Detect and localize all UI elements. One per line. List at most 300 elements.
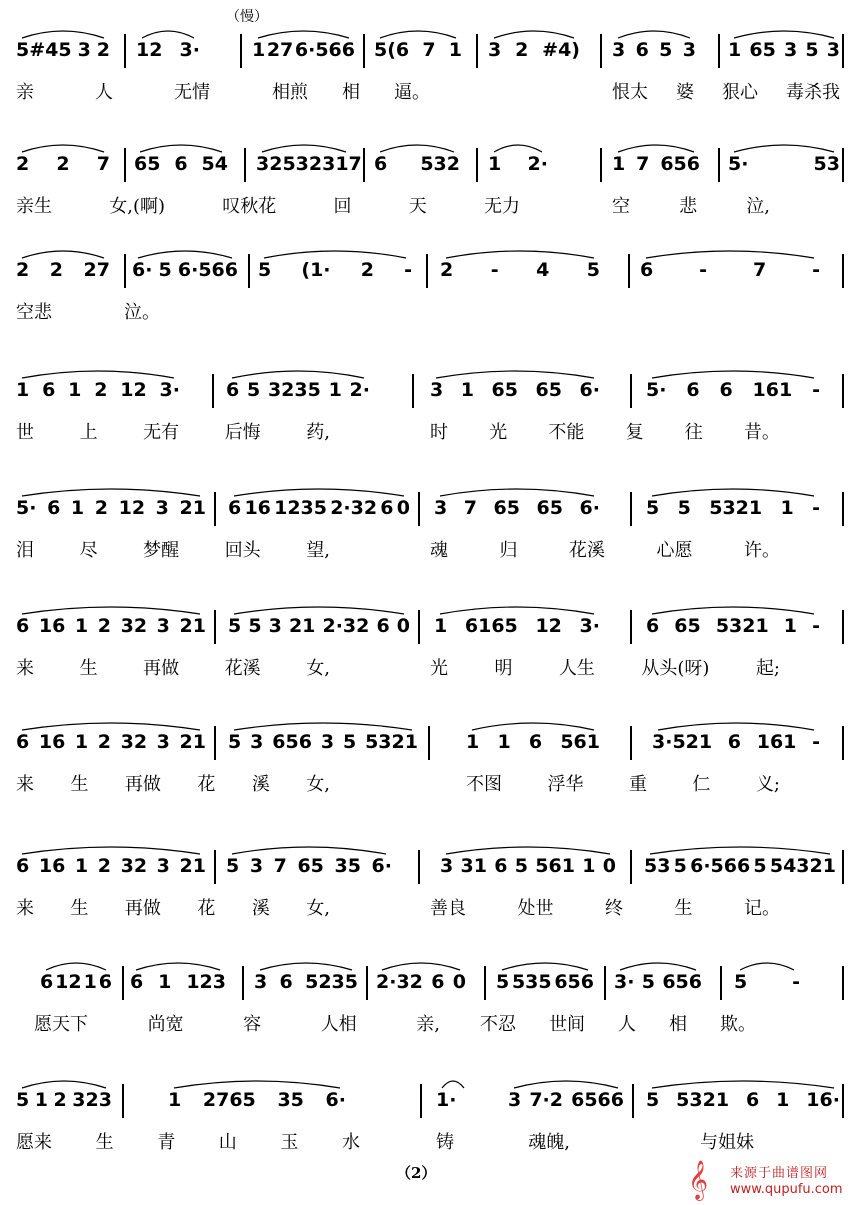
note-group: 5: [16, 1089, 30, 1111]
lyric-word: 与姐妹: [700, 1132, 754, 1153]
lyric-word: 尽: [79, 540, 98, 561]
lyric-word: 生: [79, 658, 98, 679]
lyric-word: 起;: [755, 658, 780, 679]
note-group: 2: [96, 39, 110, 61]
lyric-word: 昔。: [743, 422, 780, 443]
note-group: 6566: [571, 1089, 624, 1111]
note-group: 53: [813, 153, 840, 175]
note-group: 2: [53, 1089, 67, 1111]
lyric-word: 人: [95, 82, 113, 103]
note-group: 3: [440, 855, 454, 877]
measure-notes: [228, 606, 410, 646]
note-group: 2: [94, 379, 108, 401]
note-group: 3: [434, 497, 448, 519]
treble-clef-icon: 𝄞: [688, 1160, 709, 1200]
note-group: 1: [34, 1089, 48, 1111]
note-group: 3: [612, 39, 626, 61]
note-group: 6: [98, 971, 112, 993]
note-group: 5: [496, 971, 510, 993]
measure-notes: [16, 722, 206, 762]
note-group: -: [812, 497, 820, 519]
lyric-word: 许。: [744, 540, 780, 561]
lyric-word: 青: [157, 1132, 176, 1153]
note-group: 0: [396, 497, 410, 519]
note-group: 5: [805, 39, 819, 61]
note-group: 31: [460, 855, 487, 877]
barline: [842, 1084, 844, 1118]
note-group: 5: [246, 379, 261, 401]
note-group: 5: [673, 855, 687, 877]
barline: [124, 34, 126, 68]
barline: [214, 850, 216, 884]
lyrics-line: [0, 78, 854, 106]
lyrics-line: [0, 536, 854, 564]
measure-notes: [168, 1080, 346, 1120]
note-group: 32: [120, 731, 148, 753]
score-system: [0, 846, 854, 930]
measure-notes: [430, 370, 600, 410]
lyric-word: 天: [408, 196, 427, 217]
note-group: 6: [528, 731, 543, 753]
note-group: 7: [96, 153, 110, 175]
note-group: 7·2: [529, 1089, 563, 1111]
lyric-word: 女,: [306, 774, 330, 795]
note-group: 6·566: [294, 39, 355, 61]
score-system: [0, 606, 854, 690]
notation-line: [0, 1080, 854, 1120]
lyric-phrase: [16, 536, 330, 562]
barline: [842, 374, 844, 408]
note-group: 3·: [179, 39, 200, 61]
note-group: 561: [560, 731, 600, 753]
note-group: 2: [97, 855, 111, 877]
note-group: 5: [586, 259, 600, 281]
lyric-word: 女,: [306, 898, 330, 919]
lyric-phrase: [430, 894, 780, 920]
lyrics-line: [0, 1128, 854, 1156]
note-group: 5: [514, 855, 528, 877]
note-group: 6·566: [177, 259, 238, 281]
barline: [842, 148, 844, 182]
measure-notes: [612, 144, 700, 184]
note-group: 1·: [436, 1089, 457, 1111]
lyric-word: 处世: [517, 898, 554, 919]
note-group: 6: [226, 379, 240, 401]
note-group: 1235: [274, 497, 327, 519]
measure-notes: [16, 370, 180, 410]
note-group: 6: [646, 615, 660, 637]
barline: [428, 726, 430, 760]
note-group: 7: [752, 259, 767, 281]
barline: [212, 374, 214, 408]
note-group: 1: [70, 497, 85, 519]
measure-notes: [16, 488, 206, 528]
barline: [842, 850, 844, 884]
lyric-word: 愿天下: [34, 1014, 88, 1035]
note-group: 6: [727, 731, 742, 753]
lyric-word: 逼。: [394, 82, 430, 103]
note-group: 3: [682, 39, 696, 61]
note-group: 1: [74, 615, 89, 637]
lyric-word: 再做: [124, 774, 161, 795]
note-group: 3: [268, 615, 282, 637]
note-group: 5#45: [16, 39, 72, 61]
note-group: 3: [320, 731, 335, 753]
lyric-word: 溪: [251, 774, 270, 795]
note-group: 3235: [267, 379, 321, 401]
note-group: 0: [452, 971, 466, 993]
lyric-word: 再做: [143, 658, 180, 679]
note-group: 2: [440, 259, 454, 281]
lyric-word: 仁: [692, 774, 711, 795]
note-group: 1: [460, 379, 474, 401]
note-group: 6: [174, 153, 188, 175]
note-group: 1: [780, 497, 794, 519]
note-group: 1: [252, 39, 266, 61]
lyric-phrase: [16, 894, 330, 920]
measure-notes: [646, 606, 820, 646]
barline: [244, 148, 246, 182]
lyric-word: 魂魄,: [528, 1132, 570, 1153]
note-group: 656: [660, 153, 700, 175]
note-group: 7: [422, 39, 436, 61]
lyric-phrase: [16, 770, 330, 796]
measure-notes: [646, 488, 820, 528]
lyric-word: 不图: [466, 774, 502, 795]
measure-notes: [136, 30, 200, 70]
note-group: 1: [16, 379, 30, 401]
note-group: 21: [179, 731, 206, 753]
lyric-word: 生: [70, 898, 89, 919]
score-system: [0, 962, 854, 1046]
barline: [240, 34, 242, 68]
note-group: 3: [156, 855, 170, 877]
lyrics-line: [0, 1010, 854, 1038]
notation-line: [0, 846, 854, 886]
measure-notes: [434, 488, 600, 528]
note-group: 123: [186, 971, 226, 993]
measure-notes: [434, 606, 600, 646]
note-group: 5: [677, 497, 691, 519]
note-group: -: [812, 615, 820, 637]
note-group: 323: [72, 1089, 112, 1111]
barline: [214, 492, 216, 526]
lyric-word: 复: [625, 422, 644, 443]
note-group: 2: [16, 153, 30, 175]
note-group: 5321: [365, 731, 418, 753]
barline: [600, 34, 602, 68]
lyric-phrase: [480, 1010, 756, 1036]
barline: [122, 966, 124, 1000]
lyric-word: 泣。: [124, 302, 160, 323]
note-group: 1: [83, 971, 97, 993]
barline: [842, 34, 844, 68]
note-group: 27: [83, 259, 110, 281]
barline: [124, 148, 126, 182]
measure-notes: [440, 250, 600, 290]
note-group: 5: [228, 731, 242, 753]
measure-notes: [16, 606, 206, 646]
measure-notes: [508, 1080, 624, 1120]
watermark-site-name: 来源于曲谱图网: [730, 1166, 829, 1181]
measure-notes: [644, 846, 836, 886]
note-group: 5: [226, 855, 240, 877]
barline: [122, 1084, 124, 1118]
note-group: 5: [641, 971, 655, 993]
note-group: 5321: [715, 615, 769, 637]
note-group: 5: [659, 39, 673, 61]
note-group: -: [812, 379, 820, 401]
note-group: 5: [158, 259, 172, 281]
lyrics-line: [0, 192, 854, 220]
note-group: 2·: [349, 379, 370, 401]
note-group: 6: [719, 379, 733, 401]
note-group: 32: [120, 855, 148, 877]
measure-notes: [646, 1080, 840, 1120]
note-group: 65: [535, 379, 562, 401]
lyric-word: 时: [430, 422, 448, 443]
measure-notes: [376, 962, 466, 1002]
lyric-phrase: [34, 1010, 440, 1036]
note-group: #4): [542, 39, 580, 61]
note-group: 2: [515, 39, 529, 61]
note-group: 3: [783, 39, 798, 61]
note-group: 2·32: [330, 497, 378, 519]
note-group: 6: [494, 855, 508, 877]
lyric-word: 人相: [320, 1014, 357, 1035]
note-group: 2: [49, 259, 63, 281]
note-group: 54321: [769, 855, 836, 877]
measure-notes: [728, 144, 840, 184]
note-group: 65: [674, 615, 701, 637]
lyric-word: 相: [669, 1014, 687, 1035]
lyric-word: 人: [618, 1014, 636, 1035]
lyric-phrase: [430, 418, 780, 444]
barline: [418, 850, 420, 884]
note-group: 5: [646, 497, 660, 519]
note-group: 2: [97, 731, 111, 753]
note-group: 6: [380, 497, 394, 519]
lyric-phrase: [272, 78, 430, 104]
note-group: 1: [497, 731, 511, 753]
lyric-phrase: [16, 192, 520, 218]
note-group: 12: [535, 615, 562, 637]
note-group: 16: [38, 731, 66, 753]
measure-notes: [16, 846, 206, 886]
note-group: 3253: [256, 153, 309, 175]
lyric-phrase: [700, 1128, 790, 1154]
note-group: 12: [120, 379, 147, 401]
note-group: 35: [334, 855, 361, 877]
notation-line: [0, 488, 854, 528]
measure-notes: [130, 962, 226, 1002]
lyric-word: 水: [341, 1132, 360, 1153]
barline: [628, 254, 630, 288]
note-group: 1: [783, 615, 797, 637]
note-group: 2·32: [322, 615, 370, 637]
note-group: 0: [396, 615, 410, 637]
note-group: 2·32: [376, 971, 423, 993]
note-group: -: [404, 259, 412, 281]
measure-notes: [374, 144, 460, 184]
lyric-word: 溪: [251, 898, 270, 919]
measure-notes: [258, 250, 412, 290]
note-group: 2: [56, 153, 70, 175]
lyrics-line: [0, 654, 854, 682]
measure-notes: [16, 30, 110, 70]
barline: [842, 492, 844, 526]
measure-notes: [436, 1080, 470, 1120]
measure-notes: [256, 144, 362, 184]
note-group: 1: [168, 1089, 182, 1111]
barline: [484, 966, 486, 1000]
note-group: 5·: [16, 497, 37, 519]
note-group: 1: [434, 615, 448, 637]
lyric-word: 明: [494, 658, 513, 679]
lyric-word: 花: [197, 774, 216, 795]
lyric-phrase: [436, 1128, 570, 1154]
measure-notes: [496, 962, 594, 1002]
lyric-word: 浮华: [547, 774, 584, 795]
note-group: 1: [328, 379, 342, 401]
note-group: 3·: [159, 379, 180, 401]
notation-line: [0, 370, 854, 410]
note-group: 6·: [579, 379, 600, 401]
lyric-word: 相: [342, 82, 360, 103]
lyric-word: 狠心: [722, 82, 758, 103]
note-group: 21: [179, 855, 206, 877]
barline: [242, 966, 244, 1000]
note-group: 6: [686, 379, 700, 401]
watermark-url: www.qupufu.com: [730, 1182, 843, 1197]
barline: [630, 610, 632, 644]
note-group: 6: [374, 153, 388, 175]
lyric-word: 从头(呀): [641, 658, 710, 679]
lyric-word: 上: [79, 422, 98, 443]
lyrics-line: [0, 770, 854, 798]
barline: [842, 610, 844, 644]
barline: [632, 1084, 634, 1118]
lyric-word: 回头: [224, 540, 261, 561]
note-group: 5321: [676, 1089, 730, 1111]
note-group: 6: [16, 615, 30, 637]
barline: [366, 966, 368, 1000]
lyric-word: 魂: [430, 540, 448, 561]
note-group: 1: [68, 379, 82, 401]
note-group: -: [490, 259, 499, 281]
lyric-word: 悲: [679, 196, 698, 217]
lyric-word: 玉: [280, 1132, 299, 1153]
note-group: -: [792, 971, 800, 993]
notation-line: [0, 722, 854, 762]
lyric-word: 药,: [306, 422, 330, 443]
note-group: 5: [753, 855, 767, 877]
note-group: 3: [488, 39, 502, 61]
lyric-word: 毒杀我: [786, 82, 840, 103]
measure-notes: [228, 488, 410, 528]
lyric-word: 再做: [124, 898, 161, 919]
notation-line: [0, 606, 854, 646]
note-group: 5(6: [374, 39, 410, 61]
barline: [842, 966, 844, 1000]
notation-line: [0, 250, 854, 290]
note-group: 5: [228, 615, 242, 637]
measure-notes: [16, 1080, 112, 1120]
lyric-word: 来: [16, 898, 34, 919]
note-group: 1: [74, 855, 89, 877]
watermark: [688, 1160, 848, 1202]
note-group: 65: [536, 497, 563, 519]
note-group: 16: [38, 615, 66, 637]
note-group: 12: [118, 497, 146, 519]
note-group: 6·566: [690, 855, 751, 877]
measure-notes: [374, 30, 462, 70]
measure-notes: [488, 144, 548, 184]
note-group: 16: [244, 497, 271, 519]
note-group: -: [812, 259, 820, 281]
note-group: 5: [734, 971, 748, 993]
note-group: 6: [279, 971, 293, 993]
barline: [600, 148, 602, 182]
note-group: -: [699, 259, 708, 281]
notation-line: [0, 30, 854, 70]
note-group: 7: [273, 855, 287, 877]
note-group: 5·: [728, 153, 749, 175]
lyric-word: 泣,: [746, 196, 770, 217]
note-group: 3: [155, 497, 169, 519]
note-group: 65: [491, 379, 518, 401]
note-group: 53: [644, 855, 671, 877]
barline: [214, 610, 216, 644]
lyric-phrase: [16, 418, 330, 444]
lyric-word: 花: [197, 898, 216, 919]
note-group: 5: [258, 259, 272, 281]
note-group: 1: [776, 1089, 790, 1111]
barline: [476, 148, 478, 182]
note-group: 6·: [132, 259, 153, 281]
lyric-word: 愿来: [16, 1132, 52, 1153]
note-group: 6: [130, 971, 144, 993]
lyric-word: 不忍: [480, 1014, 516, 1035]
barline: [412, 374, 414, 408]
note-group: 7: [463, 497, 477, 519]
note-group: 2317: [308, 153, 362, 175]
lyric-phrase: [430, 536, 780, 562]
barline: [630, 850, 632, 884]
note-group: 65: [297, 855, 324, 877]
lyric-word: 花溪: [569, 540, 605, 561]
lyric-word: 亲生: [16, 196, 52, 217]
note-group: 161: [756, 731, 797, 753]
barline: [420, 1084, 422, 1118]
barline: [363, 148, 365, 182]
lyric-word: 生: [95, 1132, 114, 1153]
note-group: 6: [47, 497, 61, 519]
barline: [214, 726, 216, 760]
note-group: 3: [156, 615, 170, 637]
note-group: 6: [16, 731, 30, 753]
lyric-word: 空悲: [16, 302, 52, 323]
note-group: 5: [646, 1089, 660, 1111]
lyric-word: 无情: [174, 82, 210, 103]
note-group: 6: [635, 39, 649, 61]
note-group: 2: [16, 259, 30, 281]
lyric-word: 叹秋花: [222, 196, 277, 217]
note-group: 6: [16, 855, 30, 877]
lyric-phrase: [612, 192, 770, 218]
lyric-word: 心愿: [656, 540, 693, 561]
barline: [720, 966, 722, 1000]
